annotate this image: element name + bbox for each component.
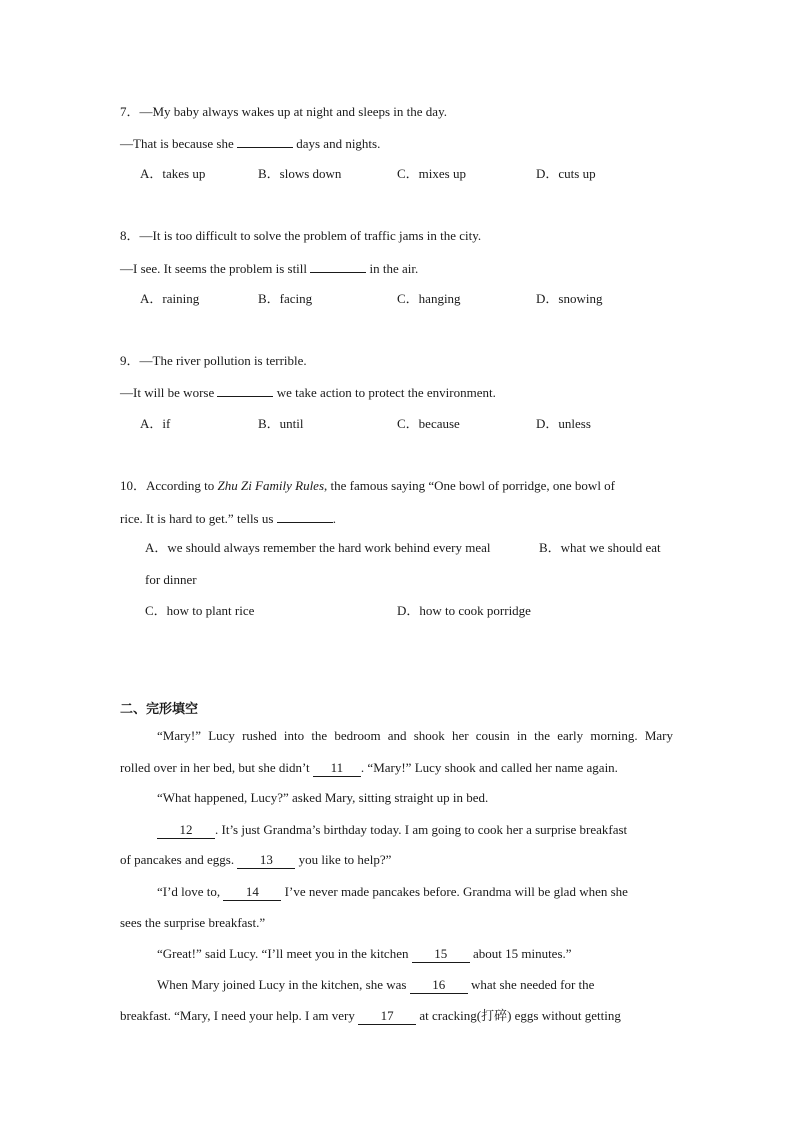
question-8-option-c[interactable]: C．hanging	[397, 291, 461, 306]
question-10-option-c[interactable]: C．how to plant rice	[145, 603, 255, 618]
cloze-blank-11: 11	[313, 760, 361, 777]
passage-line: “Mary!” Lucy rushed into the bedroom and shook her cousin in the early morning. Mary	[157, 728, 673, 743]
question-7-reply-end: days and nights.	[296, 136, 381, 151]
book-title: Zhu Zi Family Rules	[217, 478, 325, 493]
question-8-option-d[interactable]: D．snowing	[536, 291, 603, 306]
question-7-option-b[interactable]: B．slows down	[258, 166, 342, 181]
question-10-stem-end: , the famous saying “One bowl of porridge, one bowl of	[324, 478, 616, 493]
passage-text: “I’d love to,	[157, 884, 221, 899]
answer-blank	[310, 260, 366, 273]
passage-text: When Mary joined Lucy in the kitchen, she was	[157, 977, 407, 992]
passage-line	[120, 852, 391, 869]
answer-blank	[217, 384, 273, 397]
passage-line	[157, 884, 628, 901]
question-9-option-a[interactable]: A．if	[140, 416, 171, 431]
question-7-option-d[interactable]: D．cuts up	[536, 166, 596, 181]
question-7-reply	[120, 135, 380, 152]
answer-blank	[277, 510, 333, 523]
question-8-stem: 8．—It is too difficult to solve the problem of traffic jams in the city.	[120, 228, 482, 243]
passage-text: I’ve never made pancakes before. Grandma will be glad when she	[284, 884, 628, 899]
passage-text: . “Mary!” Lucy shook and called her name again.	[360, 760, 618, 775]
passage-line	[157, 822, 627, 839]
question-8-reply-end: in the air.	[369, 261, 419, 276]
passage-line	[157, 946, 572, 963]
passage-text: “Great!” said Lucy. “I’ll meet you in the kitchen	[157, 946, 409, 961]
question-8-reply-start: —I see. It seems the problem is still	[120, 261, 308, 276]
question-10-stem-line2-text: rice. It is hard to get.” tells us	[120, 511, 274, 526]
question-9-reply-end: we take action to protect the environment.	[276, 385, 496, 400]
answer-blank	[237, 135, 293, 148]
question-8-option-b[interactable]: B．facing	[258, 291, 313, 306]
question-10-option-a[interactable]: A．we should always remember the hard work behind every meal	[145, 540, 491, 555]
question-7-reply-start: —That is because she	[120, 136, 234, 151]
cloze-blank-14: 14	[223, 884, 281, 901]
passage-line: sees the surprise breakfast.”	[120, 915, 266, 930]
question-10-stem-start: 10．According to	[120, 478, 215, 493]
question-7-option-a[interactable]: A．takes up	[140, 166, 206, 181]
cloze-blank-15: 15	[412, 946, 470, 963]
passage-line	[120, 1008, 621, 1025]
passage-line: “What happened, Lucy?” asked Mary, sitting straight up in bed.	[157, 790, 489, 805]
question-10-period: .	[332, 511, 336, 526]
passage-text: at cracking(打碎) eggs without getting	[419, 1008, 621, 1023]
question-8-reply	[120, 260, 418, 277]
passage-text: what she needed for the	[470, 977, 595, 992]
question-9-option-d[interactable]: D．unless	[536, 416, 591, 431]
question-9-reply-start: —It will be worse	[120, 385, 215, 400]
cloze-blank-16: 16	[410, 977, 468, 994]
question-10-stem-line2	[120, 510, 336, 527]
question-8-option-a[interactable]: A．raining	[140, 291, 200, 306]
question-10-option-d[interactable]: D．how to cook porridge	[397, 603, 531, 618]
question-9-stem: 9．—The river pollution is terrible.	[120, 353, 307, 368]
cloze-blank-13: 13	[237, 852, 295, 869]
passage-text: you like to help?”	[298, 852, 392, 867]
passage-text: rolled over in her bed, but she didn’t	[120, 760, 310, 775]
question-10-stem	[120, 478, 615, 494]
question-9-reply	[120, 384, 496, 401]
passage-line	[157, 977, 594, 994]
section-heading: 二、完形填空	[120, 702, 199, 717]
cloze-blank-17: 17	[358, 1008, 416, 1025]
passage-text: breakfast. “Mary, I need your help. I am very	[120, 1008, 355, 1023]
question-9-option-b[interactable]: B．until	[258, 416, 304, 431]
passage-text: of pancakes and eggs.	[120, 852, 235, 867]
question-10-option-b[interactable]: B．what we should eat	[539, 540, 661, 555]
cloze-blank-12: 12	[157, 822, 215, 839]
passage-text: . It’s just Grandma’s birthday today. I am going to cook her a surprise breakfast	[215, 822, 628, 837]
question-7-stem: 7．—My baby always wakes up at night and sleeps in the day.	[120, 104, 447, 119]
question-10-option-b-continued: for dinner	[145, 572, 197, 587]
question-9-option-c[interactable]: C．because	[397, 416, 460, 431]
passage-line	[120, 760, 618, 777]
passage-text: about 15 minutes.”	[472, 946, 572, 961]
question-7-option-c[interactable]: C．mixes up	[397, 166, 466, 181]
